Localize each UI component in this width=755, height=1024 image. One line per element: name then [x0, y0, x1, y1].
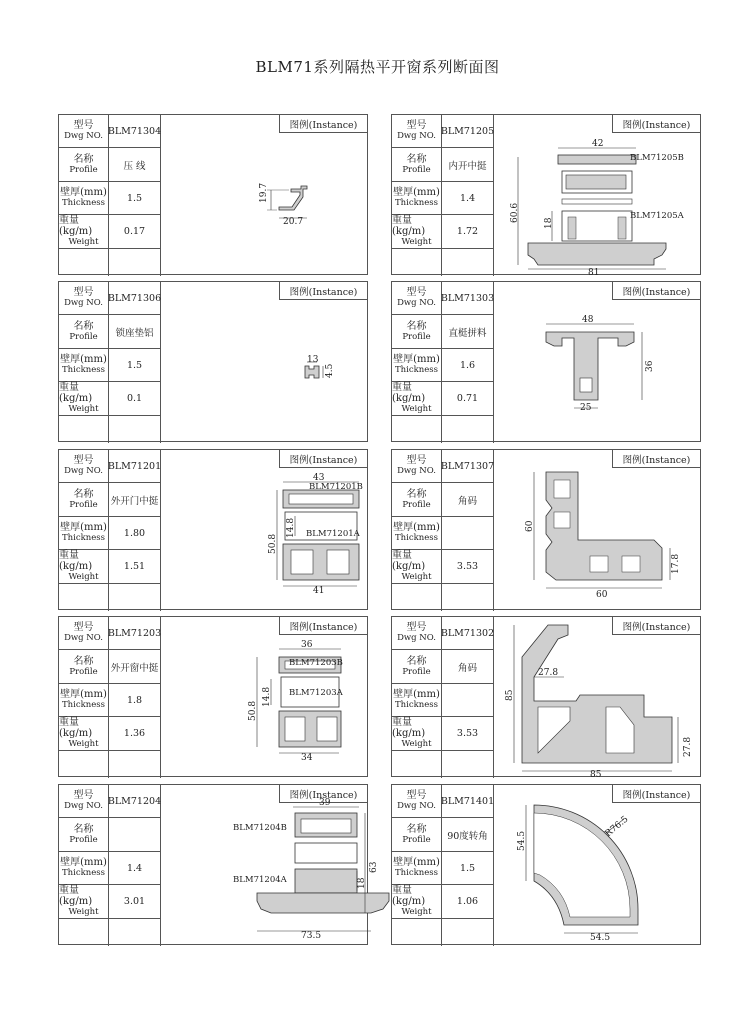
- profile-drawing: [161, 785, 379, 944]
- profile-card-blm71201: [58, 449, 368, 610]
- profile-label: 名称 Profile: [392, 315, 442, 349]
- profile-label: 名称 Profile: [59, 818, 109, 852]
- svg-text:43: 43: [313, 473, 325, 483]
- svg-text:48: 48: [582, 315, 594, 325]
- blank-cell: [109, 751, 161, 778]
- thickness-label: 壁厚(mm) Thickness: [392, 349, 442, 382]
- svg-text:60: 60: [525, 520, 535, 532]
- blank-cell: [109, 416, 161, 443]
- instance-label: 图例(Instance): [612, 450, 700, 468]
- thickness-value: 1.4: [442, 182, 494, 215]
- blank-cell: [109, 584, 161, 611]
- dwg-label: 型号 Dwg NO.: [392, 617, 442, 650]
- profile-drawing: [494, 617, 700, 780]
- page-title: BLM71系列隔热平开窗系列断面图: [255, 58, 500, 76]
- profile-card-blm71203: [58, 616, 368, 777]
- weight-value: 1.36: [109, 717, 161, 751]
- blank-cell: [59, 249, 109, 276]
- blank-cell: [442, 919, 494, 946]
- thickness-label: 壁厚(mm) Thickness: [59, 349, 109, 382]
- profile-label: 名称 Profile: [392, 650, 442, 684]
- profile-drawing: [494, 115, 700, 278]
- profile-value: 外开窗中挺: [109, 650, 161, 684]
- dwg-value: BLM71201: [109, 450, 161, 483]
- thickness-value: 1.5: [109, 182, 161, 215]
- profile-label: 名称 Profile: [59, 315, 109, 349]
- thickness-value: 1.80: [109, 517, 161, 550]
- weight-label: 重量(kg/m) Weight: [392, 215, 442, 249]
- svg-text:BLM71204B: BLM71204B: [233, 823, 287, 833]
- svg-text:42: 42: [592, 139, 604, 149]
- thickness-label: 壁厚(mm) Thickness: [59, 517, 109, 550]
- profile-drawing: [494, 450, 700, 609]
- profile-value: 锁座垫铝: [109, 315, 161, 349]
- thickness-value: 1.4: [109, 852, 161, 885]
- dwg-label: 型号 Dwg NO.: [59, 450, 109, 483]
- svg-text:36: 36: [301, 640, 313, 650]
- instance-label: 图例(Instance): [279, 617, 367, 635]
- blank-cell: [392, 249, 442, 276]
- instance-label: 图例(Instance): [612, 282, 700, 300]
- svg-text:60.6: 60.6: [510, 202, 520, 223]
- profile-card-blm71302: [391, 616, 701, 780]
- svg-text:25: 25: [580, 403, 592, 413]
- profile-card-blm71307: [391, 449, 701, 610]
- weight-label: 重量(kg/m) Weight: [59, 215, 109, 249]
- svg-text:39: 39: [319, 798, 331, 808]
- svg-text:85: 85: [590, 770, 602, 780]
- svg-text:73.5: 73.5: [301, 931, 322, 941]
- thickness-value: 1.6: [442, 349, 494, 382]
- weight-label: 重量(kg/m) Weight: [392, 550, 442, 584]
- profile-drawing: [161, 115, 367, 274]
- thickness-label: 壁厚(mm) Thickness: [392, 684, 442, 717]
- svg-text:BLM71205B: BLM71205B: [630, 153, 684, 163]
- weight-value: 0.17: [109, 215, 161, 249]
- blank-cell: [59, 919, 109, 946]
- blank-cell: [442, 751, 494, 778]
- svg-text:18: 18: [357, 877, 367, 889]
- blank-cell: [109, 249, 161, 276]
- blank-cell: [442, 584, 494, 611]
- blank-cell: [59, 416, 109, 443]
- weight-value: 1.51: [109, 550, 161, 584]
- svg-text:85: 85: [505, 689, 515, 701]
- svg-text:14.8: 14.8: [286, 517, 296, 538]
- weight-label: 重量(kg/m) Weight: [392, 717, 442, 751]
- profile-drawing: [161, 450, 367, 609]
- svg-text:54.5: 54.5: [590, 933, 611, 943]
- profile-card-blm71306: [58, 281, 368, 442]
- weight-label: 重量(kg/m) Weight: [59, 382, 109, 416]
- instance-label: 图例(Instance): [279, 450, 367, 468]
- profile-value: 内开中挺: [442, 148, 494, 182]
- instance-label: 图例(Instance): [612, 617, 700, 635]
- svg-text:BLM71204A: BLM71204A: [233, 875, 287, 885]
- svg-text:60: 60: [596, 590, 608, 600]
- weight-label: 重量(kg/m) Weight: [392, 382, 442, 416]
- profile-drawing: [494, 282, 700, 441]
- svg-text:4.5: 4.5: [325, 363, 335, 378]
- weight-label: 重量(kg/m) Weight: [59, 717, 109, 751]
- svg-text:BLM71201A: BLM71201A: [306, 529, 360, 539]
- weight-value: 0.1: [109, 382, 161, 416]
- dim-height: 19.7: [259, 182, 269, 203]
- weight-value: 3.53: [442, 717, 494, 751]
- instance-label: 图例(Instance): [612, 785, 700, 803]
- dwg-value: BLM71302: [442, 617, 494, 650]
- thickness-label: 壁厚(mm) Thickness: [392, 852, 442, 885]
- dwg-value: BLM71401: [442, 785, 494, 818]
- profile-value: 外开门中挺: [109, 483, 161, 517]
- svg-text:BLM71203A: BLM71203A: [289, 688, 343, 698]
- dwg-value: BLM71304: [109, 115, 161, 148]
- weight-label: 重量(kg/m) Weight: [59, 885, 109, 919]
- dwg-label: 型号 Dwg NO.: [392, 450, 442, 483]
- svg-text:BLM71205A: BLM71205A: [630, 211, 684, 221]
- svg-text:34: 34: [301, 753, 313, 763]
- dwg-value: BLM71307: [442, 450, 494, 483]
- profile-label: 名称 Profile: [392, 818, 442, 852]
- blank-cell: [109, 919, 161, 946]
- svg-text:41: 41: [313, 586, 325, 596]
- blank-cell: [59, 584, 109, 611]
- profile-label: 名称 Profile: [59, 148, 109, 182]
- dwg-value: BLM71204: [109, 785, 161, 818]
- dwg-label: 型号 Dwg NO.: [392, 282, 442, 315]
- svg-text:17.8: 17.8: [671, 553, 681, 574]
- profile-drawing: [494, 785, 700, 944]
- profile-value: 直梃拼料: [442, 315, 494, 349]
- instance-label: 图例(Instance): [279, 282, 367, 300]
- profile-card-blm71204: [58, 784, 379, 945]
- blank-cell: [59, 751, 109, 778]
- thickness-value: 1.5: [442, 852, 494, 885]
- thickness-value: [442, 517, 494, 550]
- profile-label: 名称 Profile: [59, 483, 109, 517]
- profile-card-blm71205: [391, 114, 701, 278]
- dwg-label: 型号 Dwg NO.: [59, 617, 109, 650]
- blank-cell: [392, 751, 442, 778]
- profile-value: 压 线: [109, 148, 161, 182]
- dwg-value: BLM71205: [442, 115, 494, 148]
- svg-text:36: 36: [645, 360, 655, 372]
- dwg-value: BLM71306: [109, 282, 161, 315]
- svg-text:27.8: 27.8: [683, 736, 693, 757]
- profile-drawing: [161, 617, 367, 776]
- instance-label: 图例(Instance): [279, 785, 367, 803]
- dwg-label: 型号 Dwg NO.: [59, 115, 109, 148]
- weight-label: 重量(kg/m) Weight: [59, 550, 109, 584]
- dwg-value: BLM71203: [109, 617, 161, 650]
- weight-value: 3.53: [442, 550, 494, 584]
- svg-text:R76.5: R76.5: [603, 814, 631, 840]
- thickness-label: 壁厚(mm) Thickness: [59, 852, 109, 885]
- profile-label: 名称 Profile: [392, 148, 442, 182]
- thickness-value: 1.5: [109, 349, 161, 382]
- profile-value: 角码: [442, 483, 494, 517]
- svg-text:BLM71201B: BLM71201B: [309, 482, 363, 492]
- thickness-value: 1.8: [109, 684, 161, 717]
- thickness-label: 壁厚(mm) Thickness: [59, 182, 109, 215]
- weight-value: 1.06: [442, 885, 494, 919]
- profile-value: [109, 818, 161, 852]
- blank-cell: [392, 919, 442, 946]
- dwg-label: 型号 Dwg NO.: [59, 282, 109, 315]
- blank-cell: [392, 416, 442, 443]
- weight-value: 0.71: [442, 382, 494, 416]
- svg-text:50.8: 50.8: [248, 700, 258, 721]
- weight-value: 3.01: [109, 885, 161, 919]
- svg-text:18: 18: [544, 217, 554, 229]
- profile-card-blm71401: [391, 784, 701, 945]
- thickness-label: 壁厚(mm) Thickness: [392, 182, 442, 215]
- profile-label: 名称 Profile: [59, 650, 109, 684]
- blank-cell: [392, 584, 442, 611]
- weight-value: 1.72: [442, 215, 494, 249]
- svg-text:14.8: 14.8: [262, 686, 272, 707]
- thickness-value: [442, 684, 494, 717]
- thickness-label: 壁厚(mm) Thickness: [59, 684, 109, 717]
- svg-text:63: 63: [369, 861, 379, 873]
- svg-text:27.8: 27.8: [538, 668, 559, 678]
- svg-text:13: 13: [307, 355, 319, 365]
- profile-value: 90度转角: [442, 818, 494, 852]
- profile-drawing: [161, 282, 367, 441]
- weight-label: 重量(kg/m) Weight: [392, 885, 442, 919]
- dim-width: 20.7: [283, 217, 304, 227]
- svg-text:BLM71203B: BLM71203B: [289, 658, 343, 668]
- svg-text:54.5: 54.5: [517, 830, 527, 851]
- blank-cell: [442, 416, 494, 443]
- instance-label: 图例(Instance): [279, 115, 367, 133]
- dwg-value: BLM71303: [442, 282, 494, 315]
- dwg-label: 型号 Dwg NO.: [59, 785, 109, 818]
- dwg-label: 型号 Dwg NO.: [392, 115, 442, 148]
- svg-text:81: 81: [588, 268, 600, 278]
- thickness-label: 壁厚(mm) Thickness: [392, 517, 442, 550]
- profile-card-blm71303: [391, 281, 701, 442]
- instance-label: 图例(Instance): [612, 115, 700, 133]
- dwg-label: 型号 Dwg NO.: [392, 785, 442, 818]
- profile-card-blm71304: [58, 114, 368, 275]
- profile-label: 名称 Profile: [392, 483, 442, 517]
- svg-text:50.8: 50.8: [268, 533, 278, 554]
- profile-value: 角码: [442, 650, 494, 684]
- blank-cell: [442, 249, 494, 276]
